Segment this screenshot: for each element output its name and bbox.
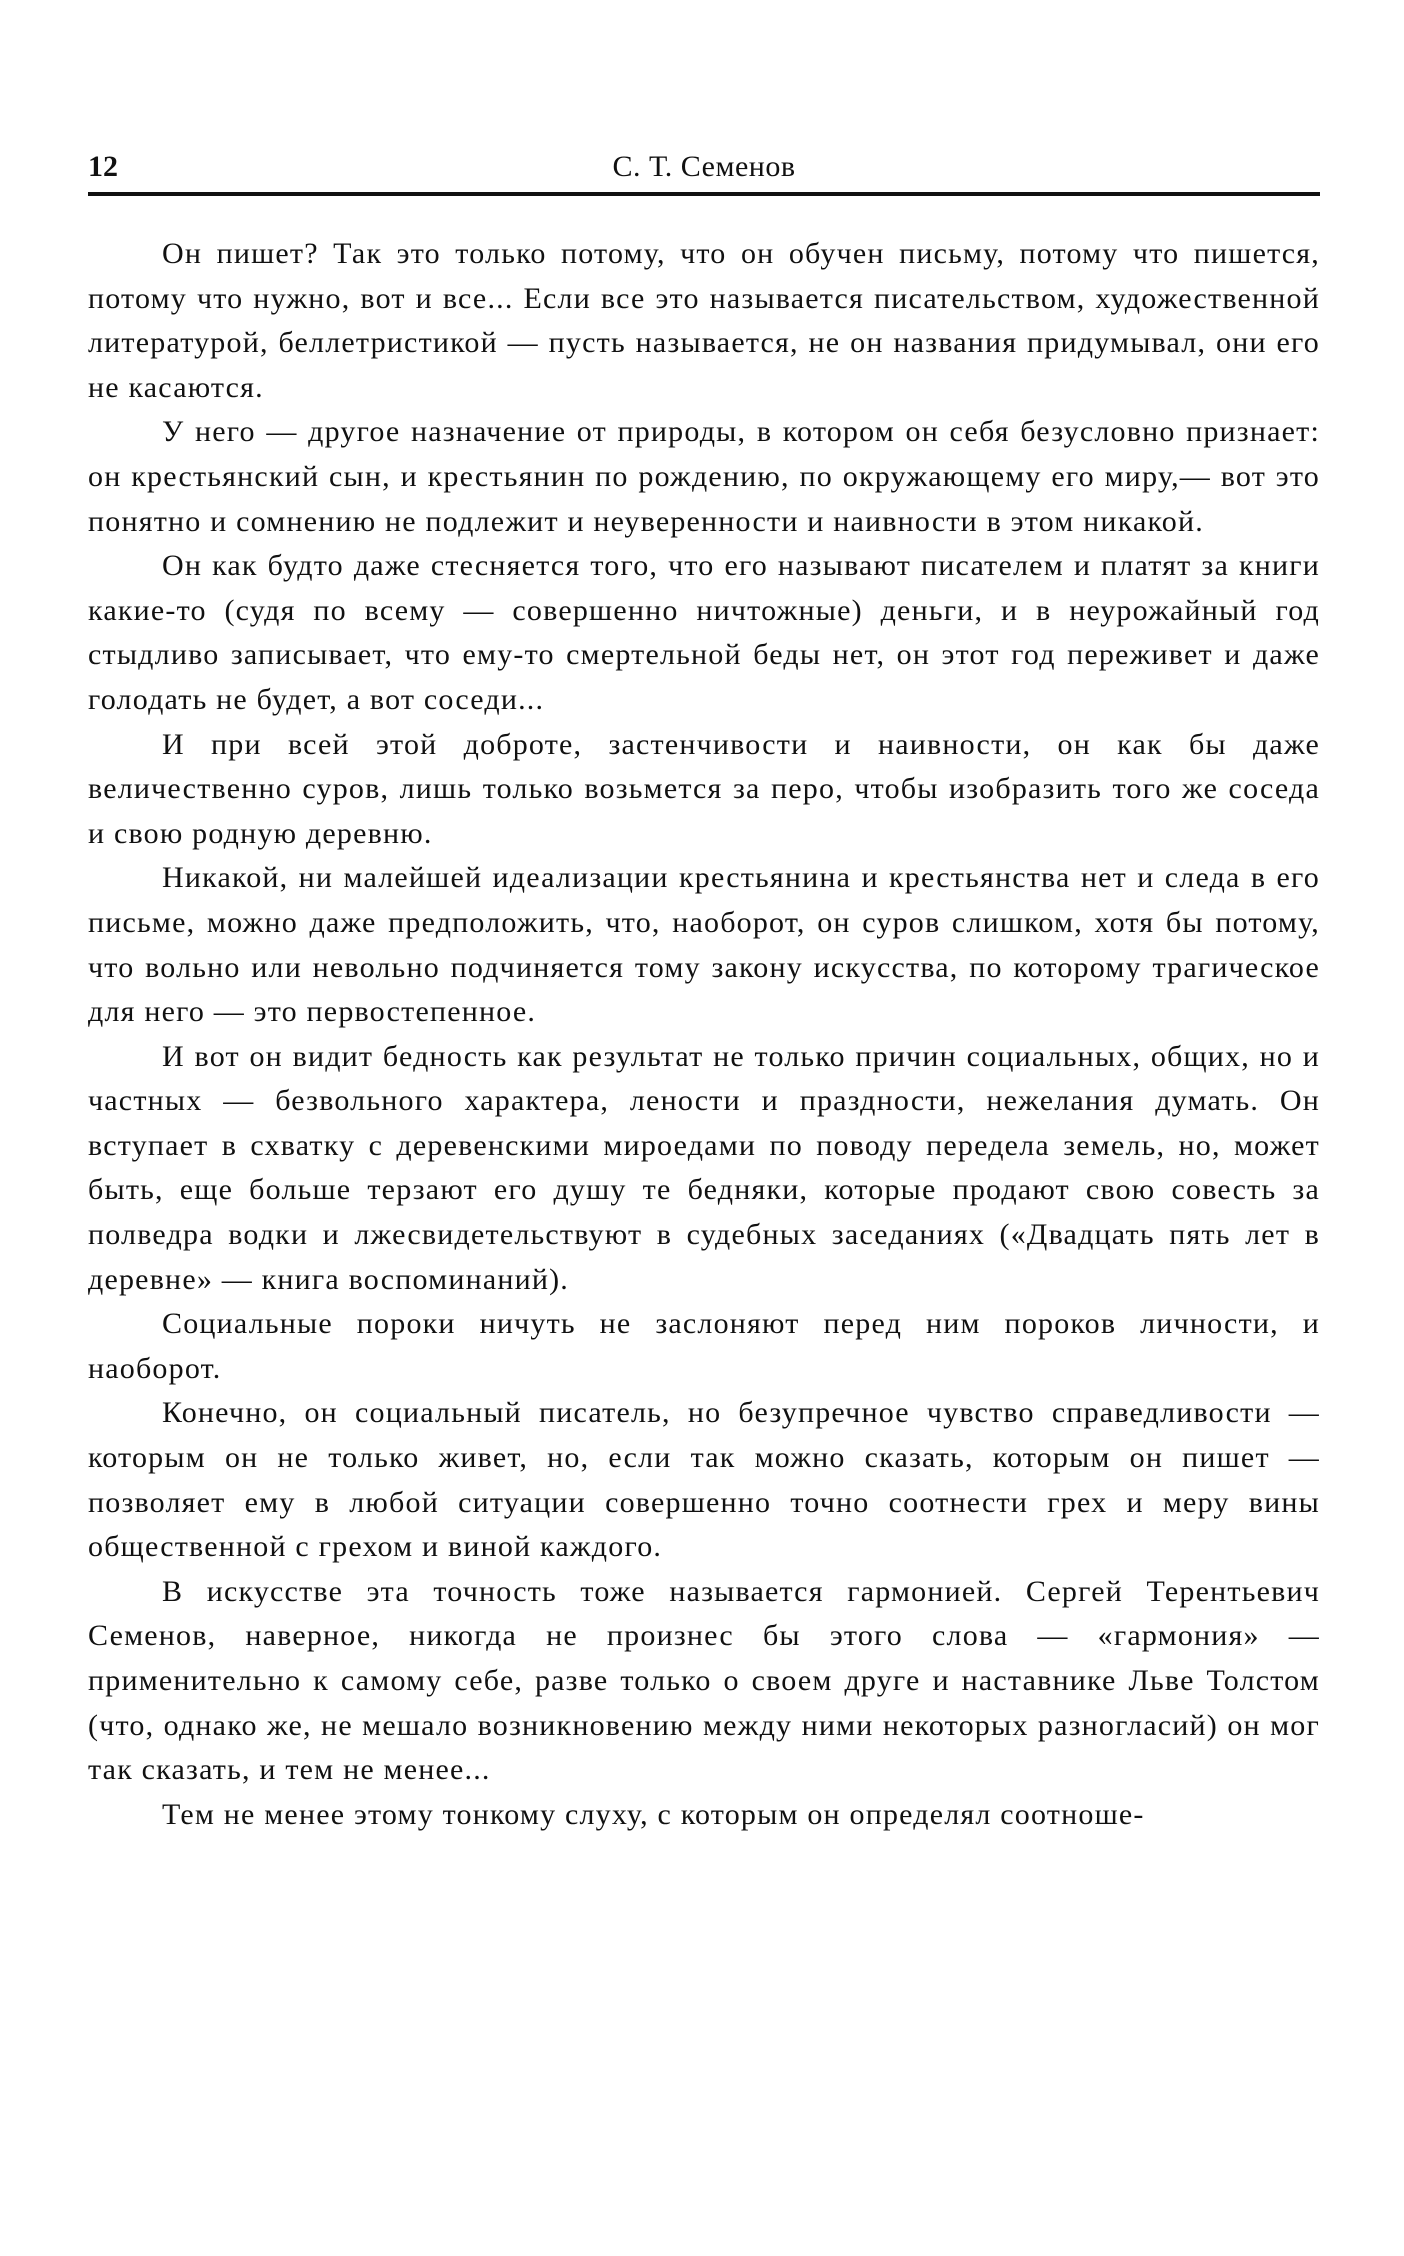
body-text — [88, 232, 1320, 1837]
page-number: 12 — [88, 150, 118, 183]
page-header — [88, 146, 1320, 196]
paragraph: Конечно, он социальный писатель, но безупречное чувство справедливости — которым он не только живет, но, если так можно сказать, которым он пишет — позволяет ему в любой ситуации совершенно точно соотнести грех и меру вины общественной с грехом и виной каждого. — [88, 1396, 1320, 1564]
paragraph: И вот он видит бедность как результат не только причин социальных, общих, но и частных — безвольного характера, лености и праздности, нежелания думать. Он вступает в схватку с деревенскими мироедами по поводу передела земель, но, может быть, еще больше терзают его душу те бедняки, которые продают свою совесть за полведра водки и лжесвидетельствуют в судебных заседаниях («Двадцать пять лет в деревне» — книга воспоминаний). — [88, 1039, 1320, 1296]
running-head: С. Т. Семенов — [612, 150, 796, 183]
paragraph: Социальные пороки ничуть не заслоняют перед ним пороков личности, и наоборот. — [88, 1307, 1320, 1385]
paragraph: Он пишет? Так это только потому, что он обучен письму, потому что пишется, потому что нужно, вот и все... Если все это называется писательством, художественной литературой, беллетристикой — пусть называется, не он названия придумывал, они его не касаются. — [88, 237, 1320, 404]
paragraph: Тем не менее этому тонкому слуху, с которым он определял соотноше- — [162, 1797, 1145, 1831]
paragraph: Он как будто даже стесняется того, что его называют писателем и платят за книги какие-то (судя по всему — совершенно ничтожные) деньги, и в неурожайный год стыдливо записывает, что ему-то смертельной беды нет, он этот год переживет и даже голодать не будет, а вот соседи... — [88, 549, 1320, 716]
paragraph: В искусстве эта точность тоже называется гармонией. Сергей Терентьевич Семенов, наверное, никогда не произнес бы этого слова — «гармония» — применительно к самому себе, разве только о своем друге и наставнике Льве Толстом (что, однако же, не мешало возникновению между ними некоторых разногласий) он мог так сказать, и тем не менее... — [88, 1574, 1320, 1787]
paragraph: И при всей этой доброте, застенчивости и наивности, он как бы даже величественно суров, лишь только возьмется за перо, чтобы изобразить того же соседа и свою родную деревню. — [88, 727, 1320, 850]
paragraph: У него — другое назначение от природы, в котором он себя безусловно признает: он крестьянский сын, и крестьянин по рождению, по окружающему его миру,— вот это понятно и сомнению не подлежит и неуверенности и наивности в этом никакой. — [88, 415, 1320, 538]
paragraph: Никакой, ни малейшей идеализации крестьянина и крестьянства нет и следа в его письме, можно даже предположить, что, наоборот, он суров слишком, хотя бы потому, что вольно или невольно подчиняется тому закону искусства, по которому трагическое для него — это первостепенное. — [88, 861, 1320, 1029]
